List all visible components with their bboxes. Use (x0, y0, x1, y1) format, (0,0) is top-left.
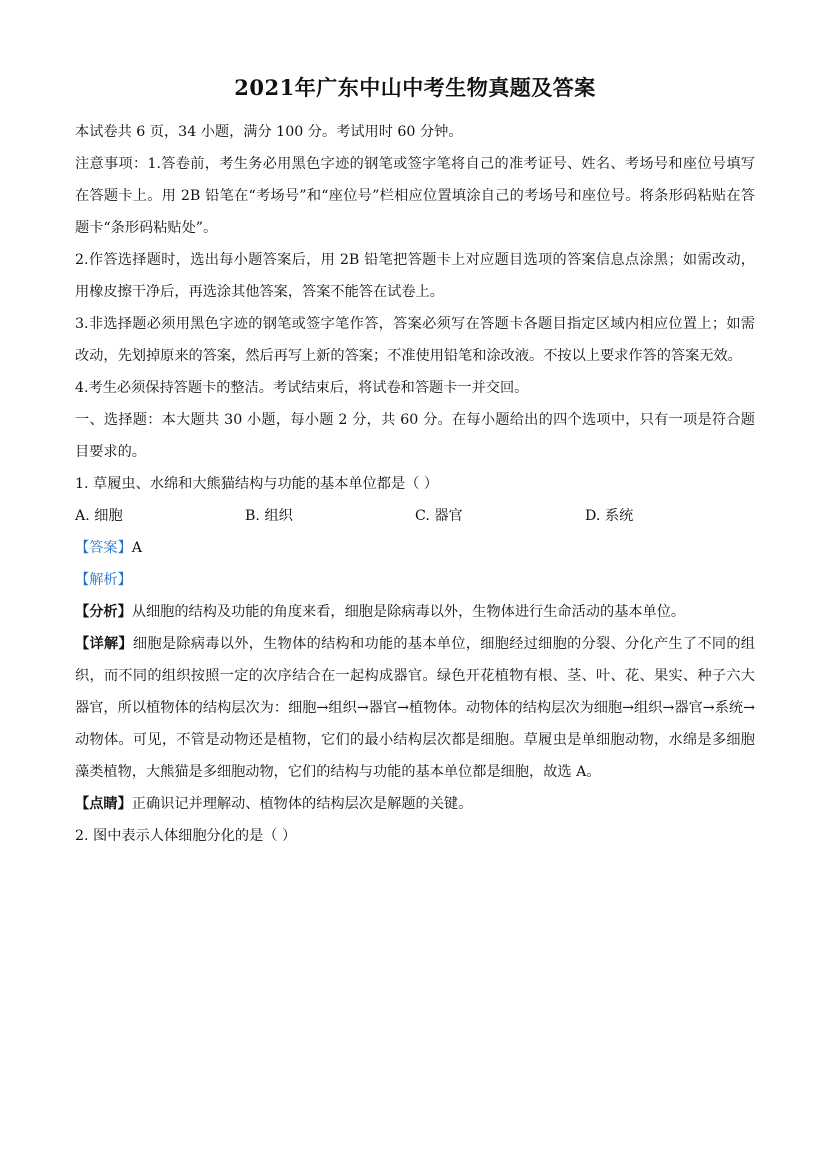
option-d: D. 系统 (585, 508, 634, 524)
intro-text: 本试卷共 6 页，34 小题，满分 100 分。考试用时 60 分钟。 (75, 124, 463, 140)
analysis-line (75, 564, 755, 596)
dianjing-paragraph (75, 788, 755, 820)
fenxi-text: 从细胞的结构及功能的角度来看，细胞是除病毒以外，生物体进行生命活动的基本单位。 (131, 604, 686, 620)
answer-value: A (131, 540, 143, 556)
answer-label: 【答案】 (75, 540, 132, 556)
xiangjie-label: 【详解】 (75, 636, 133, 652)
notice-item-2: 2.作答选择题时，选出每小题答案后，用 2B 铅笔把答题卡上对应题目选项的答案信息点涂黑；如需改动，用橡皮擦干净后，再选涂其他答案，答案不能答在试卷上。 (75, 252, 755, 300)
option-a: A. 细胞 (75, 508, 123, 524)
analysis-label: 【解析】 (75, 572, 132, 588)
document-page (75, 72, 755, 852)
answer-line (75, 532, 755, 564)
section-heading: 一、选择题：本大题共 30 小题，每小题 2 分，共 60 分。在每小题给出的四个选项中，只有一项是符合题目要求的。 (75, 412, 755, 460)
fenxi-label: 【分析】 (75, 604, 132, 620)
xiangjie-paragraph (75, 628, 755, 788)
dianjing-label: 【点睛】 (75, 796, 132, 812)
notice-item-3: 3.非选择题必须用黑色字迹的钢笔或签字笔作答，答案必须写在答题卡各题目指定区域内相应位置上；如需改动，先划掉原来的答案，然后再写上新的答案；不准使用铅笔和涂改液。不按以上要求作答的答案无效。 (75, 316, 755, 364)
notice-item-1: 注意事项：1.答卷前，考生务必用黑色字迹的钢笔或签字笔将自己的准考证号、姓名、考场号和座位号填写在答题卡上。用 2B 铅笔在“考场号”和“座位号”栏相应位置填涂自己的考场号和座位号。将条形码粘贴在答题卡“条形码粘贴处”。 (75, 156, 755, 236)
question-2-stem: 2. 图中表示人体细胞分化的是（ ） (75, 828, 297, 844)
page-title: 2021年广东中山中考生物真题及答案 (234, 75, 596, 100)
fenxi-paragraph (75, 596, 755, 628)
option-b: B. 组织 (245, 508, 293, 524)
option-c: C. 器官 (415, 508, 463, 524)
dianjing-text: 正确识记并理解动、植物体的结构层次是解题的关键。 (131, 796, 473, 812)
notice-item-4: 4.考生必须保持答题卡的整洁。考试结束后，将试卷和答题卡一并交回。 (75, 380, 529, 396)
xiangjie-text: 细胞是除病毒以外，生物体的结构和功能的基本单位，细胞经过细胞的分裂、分化产生了不同的组织，而不同的组织按照一定的次序结合在一起构成器官。绿色开花植物有根、茎、叶、花、果实、种子六大器官，所以植物体的结构层次为：细胞→组织→器官→植物体。动物体的结构层次为细胞→组织→器官→系统→动物体。可见，不管是动物还是植物，它们的最小结构层次都是细胞。草履虫是单细胞动物，水绵是多细胞藻类植物，大熊猫是多细胞动物，它们的结构与功能的基本单位都是细胞，故选 A。 (75, 636, 755, 780)
question-1-stem: 1. 草履虫、水绵和大熊猫结构与功能的基本单位都是（ ） (75, 476, 439, 492)
question-1-options (75, 500, 755, 532)
